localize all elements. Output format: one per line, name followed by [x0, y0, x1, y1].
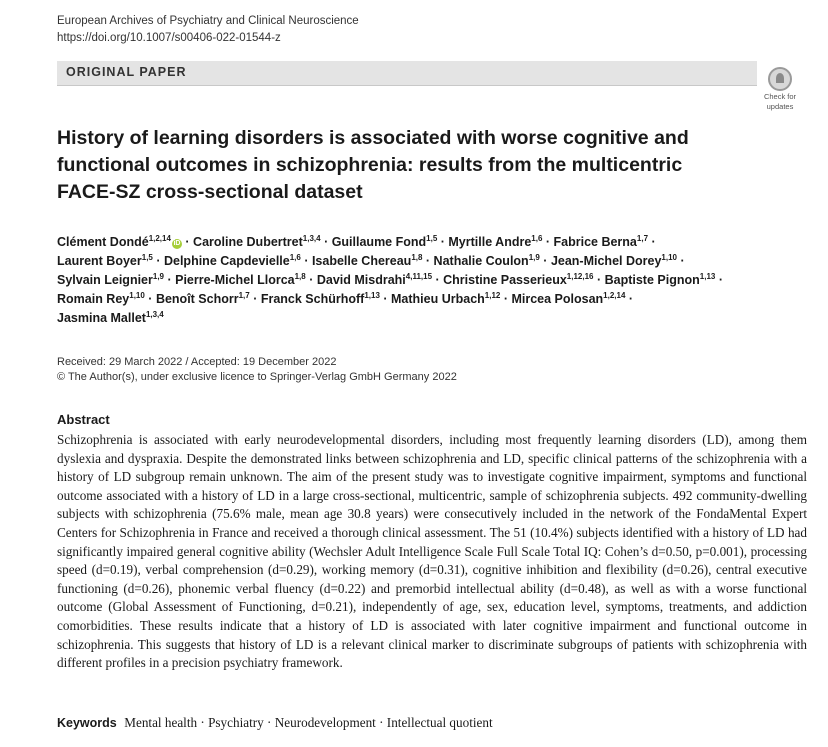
author-affiliation: 1,2,14 [148, 234, 171, 243]
keywords-line [57, 715, 493, 731]
author-name[interactable]: David Misdrahi [316, 273, 406, 287]
received-accepted: Received: 29 March 2022 / Accepted: 19 December 2022 [57, 356, 337, 368]
author-name[interactable]: Benoît Schorr [155, 292, 239, 306]
author-affiliation: 1,9 [152, 272, 164, 281]
keywords-text: Mental health · Psychiatry · Neurodevelopment · Intellectual quotient [124, 715, 493, 730]
author-affiliation: 1,3,4 [145, 310, 164, 319]
doi-link[interactable]: https://doi.org/10.1007/s00406-022-01544-z [57, 32, 281, 44]
section-label: ORIGINAL PAPER [66, 65, 187, 79]
bookmark-icon [768, 67, 792, 91]
author-affiliation: 1,12 [484, 291, 501, 300]
author-affiliation: 1,10 [129, 291, 145, 300]
orcid-icon[interactable]: iD [173, 240, 181, 247]
author-affiliation: 1,8 [411, 253, 423, 262]
author-name[interactable]: Franck Schürhoff [260, 292, 365, 306]
dates-block [57, 355, 457, 385]
author-name[interactable]: Nathalie Coulon [433, 254, 529, 268]
keywords-label: Keywords [57, 716, 117, 730]
author-name[interactable]: Christine Passerieux [443, 273, 567, 287]
check-updates-line1: Check for [763, 92, 797, 101]
author-name[interactable]: Jean-Michel Dorey [550, 254, 662, 268]
author-affiliation: 1,7 [238, 291, 250, 300]
author-affiliation: 1,6 [531, 234, 543, 243]
check-updates-line2: updates [766, 102, 794, 111]
author-affiliation: 1,6 [289, 253, 301, 262]
author-affiliation: 1,5 [426, 234, 438, 243]
abstract-heading: Abstract [57, 412, 110, 427]
author-name[interactable]: Caroline Dubertret [193, 235, 303, 249]
author-name[interactable]: Laurent Boyer [57, 254, 142, 268]
author-affiliation: 1,13 [699, 272, 716, 281]
author-name[interactable]: Myrtille Andre [448, 235, 532, 249]
author-name[interactable]: Romain Rey [57, 292, 130, 306]
author-name[interactable]: Guillaume Fond [331, 235, 427, 249]
author-list: Clément Dondé$^{1,2,14}$iD · Caroline Dubertret$^{1,3,4}$ · Guillaume Fond$^{1,5}$ · Myrtille Andre$^{1,6}$ · Fabrice Berna$^{1,7}$ · Laurent Boyer$^{1,5}$ · Delphine Capdevielle$^{1,6}$ · Isabelle Chereau$^{1,8}$ · Nathalie Coulon$^{1,9}$ · Jean-Michel Dorey$^{1,10}$ · Sylvain Leignier$^{1,9}$ · Pierre-Michel Llorca$^{1,8}$ · David Misdrahi$^{4,11,15}$ · Christine Passerieux$^{1,12,16}$ · Baptiste Pignon$^{1,13}$ · Romain Rey$^{1,10}$ · Benoît Schorr$^{1,7}$ · Franck Schürhoff$^{1,13}$ · Mathieu Urbach$^{1,12}$ · Mircea Polosan$^{1,2,14}$ · Jasmina Mallet$^{1,3,4}$ [57, 234, 723, 325]
author-name[interactable]: Clément Dondé [57, 235, 149, 249]
author-name[interactable]: Baptiste Pignon [604, 273, 700, 287]
author-name[interactable]: Sylvain Leignier [57, 273, 153, 287]
section-band [57, 61, 757, 86]
author-name[interactable]: Mircea Polosan [511, 292, 604, 306]
copyright-line: © The Author(s), under exclusive licence to Springer-Verlag GmbH Germany 2022 [57, 371, 457, 383]
author-affiliation: 1,9 [528, 253, 540, 262]
author-affiliation: 1,8 [294, 272, 306, 281]
author-name[interactable]: Fabrice Berna [553, 235, 637, 249]
author-affiliation: 1,5 [141, 253, 153, 262]
author-name[interactable]: Isabelle Chereau [311, 254, 412, 268]
abstract-text: Schizophrenia is associated with early neurodevelopmental disorders, including most frequently learning disorders (LD), among them dyslexia and dyspraxia. Despite the demonstrated links between schizophrenia and LD, specific clinical patterns of the schizophrenia with a history of LD subgroup remain unknown. The aim of the present study was to investigate cognitive impairment, symptoms and functional outcome associated with a history of LD in a large cross-sectional, multicentric, sample of schizophrenia subjects. 492 community-dwelling subjects with schizophrenia (75.6% male, mean age 30.8 years) were consecutively included in the network of the FondaMental Expert Centers for Schizophrenia in France and received a thorough clinical assessment. The 51 (10.4%) subjects identified with a history of LD had significantly impaired general cognitive ability (Wechsler Adult Intelligence Scale Full Scale Total IQ: Cohen’s d=0.50, p=0.001), processing speed (d=0.19), verbal comprehension (d=0.29), working memory (d=0.31), cognitive inhibition and flexibility (d=0.26), central executive functioning (d=0.26), phonemic verbal fluency (d=0.22) and premorbid intellectual ability (d=0.48), as well as with a worse functional outcome (Global Assessment of Functioning, d=0.21), independently of age, sex, education level, symptoms, treatments, and addiction comorbidities. These results indicate that a history of LD is associated with later cognitive impairment and functional outcome in schizophrenia. This suggests that history of LD is a relevant clinical marker to discriminate subgroups of patients with schizophrenia with different profiles in a precision psychiatry framework. [57, 432, 807, 671]
check-for-updates-badge[interactable] [760, 67, 800, 111]
author-name[interactable]: Delphine Capdevielle [163, 254, 290, 268]
author-affiliation: 1,12,16 [566, 272, 594, 281]
author-affiliation: 1,2,14 [603, 291, 626, 300]
author-affiliation: 1,7 [636, 234, 649, 243]
journal-name: European Archives of Psychiatry and Clinical Neuroscience [57, 15, 359, 27]
journal-header [57, 13, 359, 47]
author-name[interactable]: Mathieu Urbach [391, 292, 485, 306]
author-name[interactable]: Pierre-Michel Llorca [175, 273, 295, 287]
author-affiliation: 1,13 [364, 291, 380, 300]
author-affiliation: 1,3,4 [302, 234, 321, 243]
paper-title: History of learning disorders is associated with worse cognitive and functional outcomes in schizophrenia: results from the multicentric FACE-SZ cross-sectional dataset [57, 127, 689, 203]
author-affiliation: 1,10 [661, 253, 677, 262]
author-name[interactable]: Jasmina Mallet [57, 311, 146, 325]
author-affiliation: 4,11,15 [405, 272, 433, 281]
